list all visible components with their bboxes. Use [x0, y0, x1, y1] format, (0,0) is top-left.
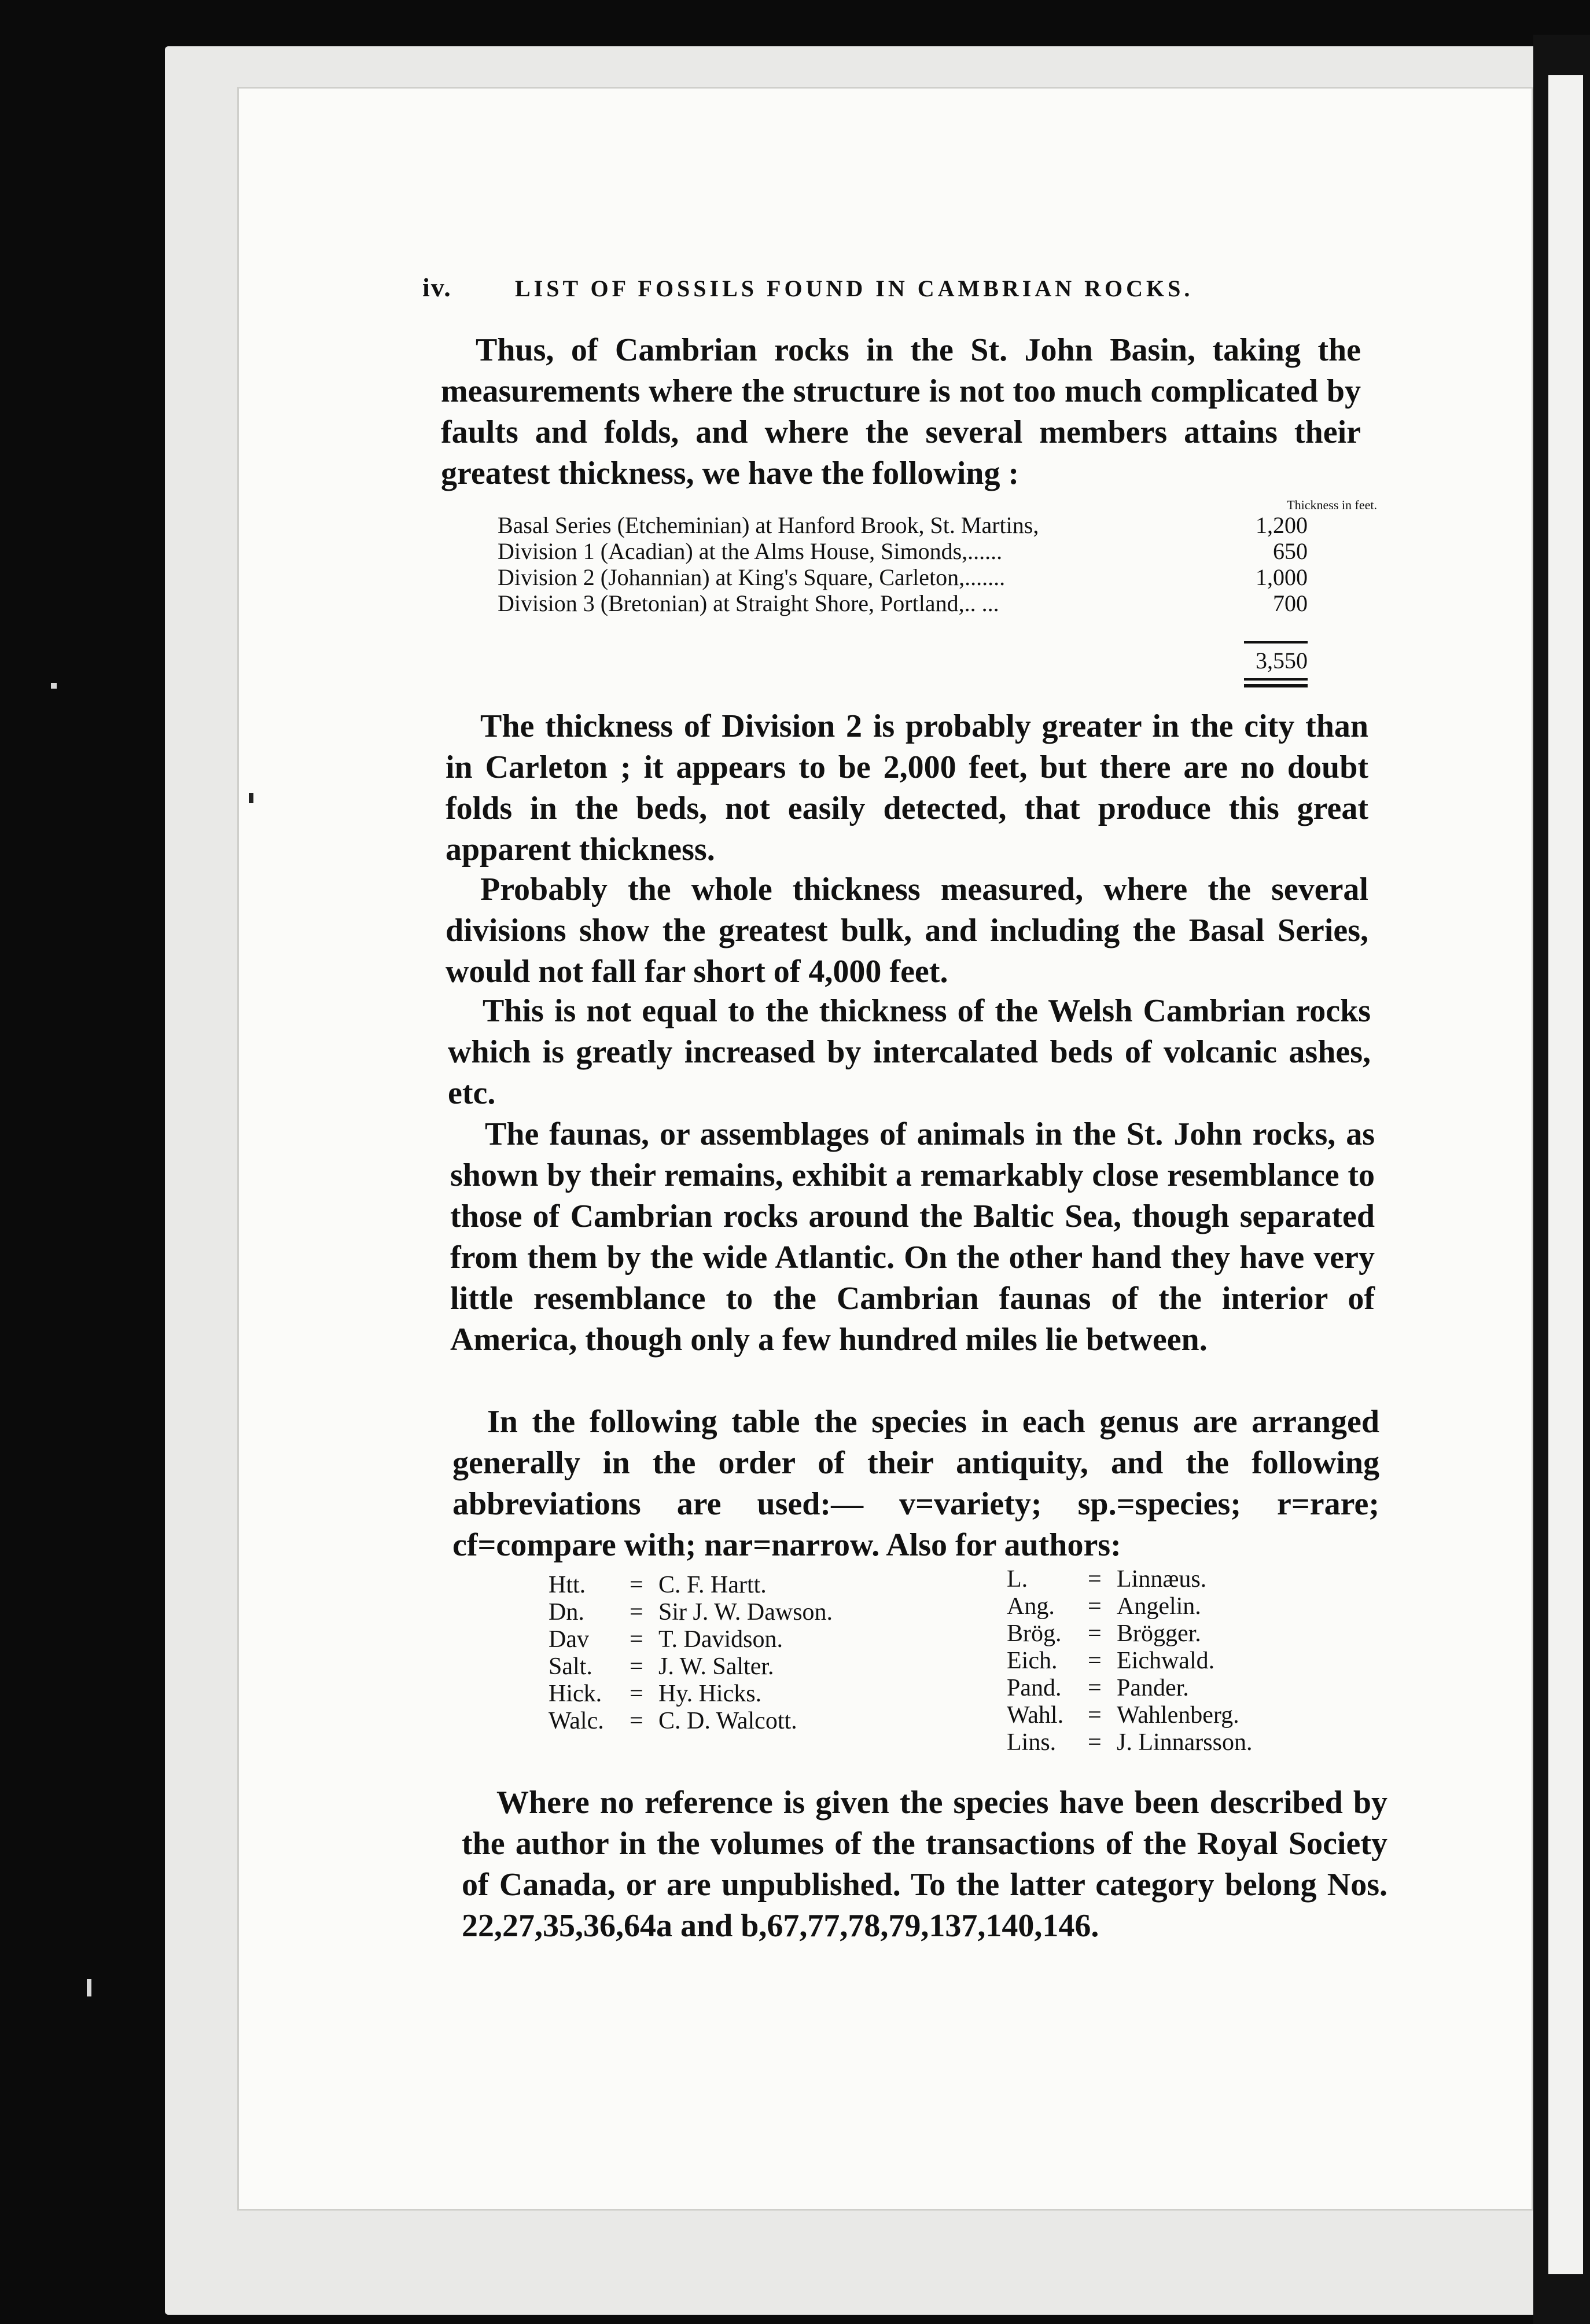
author-abbr: Brög. — [1007, 1620, 1062, 1647]
thickness-column-header: Thickness in feet. — [1287, 498, 1377, 512]
author-name: Eichwald. — [1117, 1648, 1215, 1674]
authors-list-left — [549, 1572, 833, 1735]
author-name: Angelin. — [1117, 1593, 1201, 1620]
author-name: Brögger. — [1117, 1620, 1201, 1647]
author-abbr: Dn. — [549, 1599, 584, 1626]
author-abbr: L. — [1007, 1566, 1028, 1593]
equals-sign: = — [630, 1626, 643, 1653]
author-name: C. F. Hartt. — [658, 1572, 767, 1598]
author-abbreviation-row — [549, 1681, 833, 1708]
author-name: Hy. Hicks. — [658, 1681, 762, 1707]
author-abbreviation-row — [1007, 1620, 1253, 1648]
author-name: Wahlenberg. — [1117, 1702, 1239, 1729]
author-name: Pander. — [1117, 1675, 1189, 1701]
thickness-row — [498, 512, 1308, 538]
author-abbreviation-row — [1007, 1729, 1253, 1756]
paragraph-abbreviations: In the following table the species in each genus are arranged generally in the order of their antiquity, and the following abbreviations are used:— v=variety; sp.=species; r=rare; cf=compare with; nar=narrow. Also for authors: — [452, 1404, 1379, 1563]
authors-list-right — [1007, 1566, 1253, 1756]
author-abbr: Wahl. — [1007, 1702, 1064, 1729]
author-abbr: Hick. — [549, 1681, 602, 1707]
author-abbr: Salt. — [549, 1653, 592, 1680]
author-abbreviation-row — [1007, 1593, 1253, 1620]
equals-sign: = — [630, 1708, 643, 1734]
thickness-row-label: Division 3 (Bretonian) at Straight Shore, Portland,.. ... — [498, 590, 999, 616]
author-abbreviation-row — [549, 1708, 833, 1735]
equals-sign: = — [1088, 1702, 1102, 1729]
author-abbreviation-row — [1007, 1566, 1253, 1593]
equals-sign: = — [1088, 1729, 1102, 1756]
equals-sign: = — [630, 1653, 643, 1680]
author-abbr: Ang. — [1007, 1593, 1055, 1620]
author-abbr: Htt. — [549, 1572, 586, 1598]
author-abbr: Pand. — [1007, 1675, 1062, 1701]
thickness-row — [498, 564, 1308, 590]
thickness-row — [498, 590, 1308, 616]
author-name: Linnæus. — [1117, 1566, 1207, 1593]
thickness-table — [498, 512, 1308, 616]
author-abbreviation-row — [549, 1572, 833, 1599]
author-abbreviation-row — [1007, 1702, 1253, 1729]
author-abbreviation-row — [1007, 1648, 1253, 1675]
author-abbr: Eich. — [1007, 1648, 1058, 1674]
author-name: J. Linnarsson. — [1117, 1729, 1253, 1756]
paragraph-welsh-cambrian: This is not equal to the thickness of the Welsh Cambrian rocks which is greatly increased by intercalated beds of volcanic ashes, etc. — [448, 993, 1371, 1111]
thickness-row-value: 700 — [1273, 590, 1308, 616]
thickness-row-label: Division 1 (Acadian) at the Alms House, Simonds,...... — [498, 538, 1003, 564]
paragraph-faunas: The faunas, or assemblages of animals in the St. John rocks, as shown by their remains, exhibit a remarkably close resemblance to those of Cambrian rocks around the Baltic Sea, though separated from them by the wide Atlantic. On the other hand they have very little resemblance to the Cambrian faunas of the interior of America, though only a few hundred miles lie between. — [450, 1116, 1375, 1358]
equals-sign: = — [1088, 1593, 1102, 1620]
paragraph-whole-thickness: Probably the whole thickness measured, where the several divisions show the greatest bulk, and including the Basal Series, would not fall far short of 4,000 feet. — [446, 872, 1368, 990]
author-abbreviation-row — [1007, 1675, 1253, 1702]
author-abbr: Dav — [549, 1626, 589, 1653]
thickness-row-label: Basal Series (Etcheminian) at Hanford Brook, St. Martins, — [498, 512, 1039, 538]
author-name: Sir J. W. Dawson. — [658, 1599, 833, 1626]
equals-sign: = — [630, 1572, 643, 1598]
sum-rule-bottom-double — [1244, 684, 1308, 687]
author-name: C. D. Walcott. — [658, 1708, 797, 1734]
author-abbreviation-row — [549, 1599, 833, 1626]
page-folio: iv. — [422, 273, 452, 302]
thickness-row-value: 1,000 — [1256, 564, 1308, 590]
equals-sign: = — [630, 1681, 643, 1707]
thickness-row-label: Division 2 (Johannian) at King's Square, Carleton,....... — [498, 564, 1006, 590]
paragraph-division-2: The thickness of Division 2 is probably greater in the city than in Carleton ; it appears to be 2,000 feet, but there are no doubt folds in the beds, not easily detected, that produce this great apparent thickness. — [446, 708, 1368, 867]
running-header — [422, 272, 1256, 303]
sum-rule-bottom — [1244, 678, 1308, 681]
author-abbr: Walc. — [549, 1708, 604, 1734]
intro-paragraph: Thus, of Cambrian rocks in the St. John Basin, taking the measurements where the structure is not too much complicated by faults and folds, and where the several members attains their greatest thickness, we have the following : — [441, 332, 1361, 491]
author-abbreviation-row — [549, 1626, 833, 1653]
thickness-row-value: 1,200 — [1256, 512, 1308, 538]
author-abbreviation-row — [549, 1653, 833, 1681]
equals-sign: = — [630, 1599, 643, 1626]
running-title: LIST OF FOSSILS FOUND IN CAMBRIAN ROCKS. — [515, 275, 1194, 301]
author-abbr: Lins. — [1007, 1729, 1057, 1756]
equals-sign: = — [1088, 1620, 1102, 1647]
equals-sign: = — [1088, 1566, 1102, 1593]
equals-sign: = — [1088, 1675, 1102, 1701]
closing-paragraph: Where no reference is given the species have been described by the author in the volumes of the transactions of the Royal Society of Canada, or are unpublished. To the latter category belong Nos. 22,27,35,36,64a and b,67,77,78,79,137,140,146. — [462, 1785, 1387, 1944]
equals-sign: = — [1088, 1648, 1102, 1674]
sum-rule-top — [1244, 641, 1308, 643]
thickness-row — [498, 538, 1308, 564]
author-name: J. W. Salter. — [658, 1653, 774, 1680]
thickness-row-value: 650 — [1273, 538, 1308, 564]
author-name: T. Davidson. — [658, 1626, 783, 1653]
thickness-total: 3,550 — [1256, 648, 1308, 674]
